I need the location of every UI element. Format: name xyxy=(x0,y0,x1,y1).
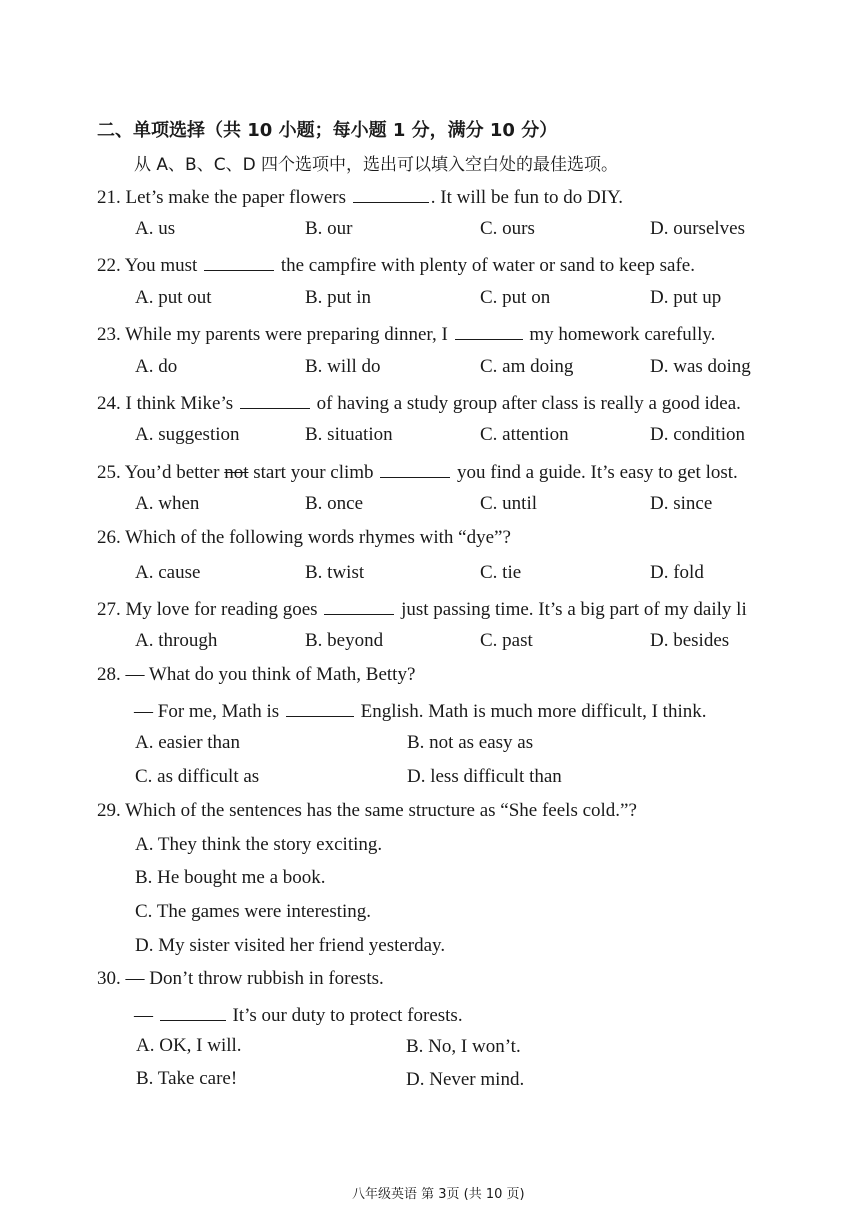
dialogue-line-1: — Don’t throw rubbish in forests. xyxy=(125,968,384,989)
section-instruction: 从 A、B、C、D 四个选项中，选出可以填入空白处的最佳选项。 xyxy=(134,155,619,175)
section-title: 二、单项选择（共 10 小题；每小题 1 分，满分 10 分） xyxy=(97,120,558,141)
option-c: C. attention xyxy=(480,424,569,445)
answer-blank xyxy=(240,390,310,409)
question-number: 28. xyxy=(97,664,121,685)
option-b: B. once xyxy=(305,493,364,514)
option-c: C. as difficult as xyxy=(135,766,260,787)
question-26 xyxy=(97,527,511,549)
option-b: B. No, I won’t. xyxy=(406,1036,521,1057)
question-25 xyxy=(97,459,738,484)
question-number: 22. xyxy=(97,255,121,276)
option-b: B. twist xyxy=(305,562,365,583)
question-stem-pre: You must xyxy=(124,255,198,276)
answer-blank xyxy=(324,596,394,615)
option-b: B. He bought me a book. xyxy=(135,867,326,888)
option-d: D. besides xyxy=(650,630,730,651)
question-stem: Which of the sentences has the same structure as “She feels cold.”? xyxy=(125,800,637,821)
option-b: B. our xyxy=(305,218,353,239)
question-number: 21. xyxy=(97,187,121,208)
dialogue-line-2 xyxy=(134,698,706,723)
option-c: C. until xyxy=(480,493,538,514)
question-number: 29. xyxy=(97,800,121,821)
option-b: B. will do xyxy=(305,356,381,377)
option-d: D. less difficult than xyxy=(407,766,562,787)
question-stem-pre: You’d better xyxy=(124,462,220,483)
option-b: B. put in xyxy=(305,287,371,308)
question-stem-pre2: start your climb xyxy=(253,462,374,483)
option-c: C. am doing xyxy=(480,356,574,377)
question-30 xyxy=(97,968,384,990)
option-b: B. not as easy as xyxy=(407,732,534,753)
question-number: 23. xyxy=(97,324,121,345)
question-28 xyxy=(97,664,415,686)
option-a: A. easier than xyxy=(135,732,240,753)
option-d: D. fold xyxy=(650,562,704,583)
question-29 xyxy=(97,800,637,822)
question-stem-pre: Let’s make the paper flowers xyxy=(125,187,347,208)
question-stem-post: you find a guide. It’s easy to get lost. xyxy=(457,462,738,483)
question-number: 24. xyxy=(97,393,121,414)
option-a: A. OK, I will. xyxy=(136,1035,242,1056)
option-a: A. suggestion xyxy=(135,424,240,445)
option-c: C. put on xyxy=(480,287,551,308)
option-c: C. ours xyxy=(480,218,535,239)
answer-blank xyxy=(160,1002,226,1021)
option-d: D. put up xyxy=(650,287,722,308)
dialogue-post: English. Math is much more difficult, I think. xyxy=(360,701,707,722)
option-a: A. put out xyxy=(135,287,212,308)
option-d: D. since xyxy=(650,493,713,514)
question-number: 25. xyxy=(97,462,121,483)
option-a: A. They think the story exciting. xyxy=(135,834,383,855)
question-number: 30. xyxy=(97,968,121,989)
question-stem-pre: While my parents were preparing dinner, I xyxy=(125,324,448,345)
dialogue-post: It’s our duty to protect forests. xyxy=(232,1005,463,1026)
option-d: D. ourselves xyxy=(650,218,745,239)
option-a: A. cause xyxy=(135,562,201,583)
answer-blank xyxy=(455,321,523,340)
question-22 xyxy=(97,252,695,277)
question-stem-pre: My love for reading goes xyxy=(125,599,318,620)
option-b: B. beyond xyxy=(305,630,384,651)
question-number: 27. xyxy=(97,599,121,620)
question-stem-post: the campfire with plenty of water or sand to keep safe. xyxy=(280,255,695,276)
option-a: A. us xyxy=(135,218,176,239)
option-a: A. do xyxy=(135,356,178,377)
answer-blank xyxy=(353,184,429,203)
question-27 xyxy=(97,596,747,621)
question-23 xyxy=(97,321,715,346)
option-d: D. Never mind. xyxy=(406,1069,525,1090)
question-number: 26. xyxy=(97,527,121,548)
answer-blank xyxy=(380,459,450,478)
question-stem: Which of the following words rhymes with “dye”? xyxy=(125,527,511,548)
option-a: A. through xyxy=(135,630,218,651)
option-d: D. condition xyxy=(650,424,745,445)
question-stem-pre: I think Mike’s xyxy=(125,393,234,414)
dialogue-pre: — xyxy=(134,1005,153,1026)
dialogue-line-2 xyxy=(134,1002,463,1027)
dialogue-line-1: — What do you think of Math, Betty? xyxy=(125,664,416,685)
page-footer: 八年级英语 第 3页 (共 10 页) xyxy=(352,1187,525,1202)
option-d: D. was doing xyxy=(650,356,751,377)
dialogue-pre: — For me, Math is xyxy=(134,701,280,722)
question-stem-post: my homework carefully. xyxy=(529,324,716,345)
option-d: D. My sister visited her friend yesterday. xyxy=(135,935,446,956)
answer-blank xyxy=(204,252,274,271)
question-stem-post: of having a study group after class is really a good idea. xyxy=(316,393,741,414)
option-c: C. past xyxy=(480,630,533,651)
question-24 xyxy=(97,390,741,415)
question-stem-post: . It will be fun to do DIY. xyxy=(430,187,624,208)
option-c: C. The games were interesting. xyxy=(135,901,372,922)
struck-word: not xyxy=(224,462,249,483)
question-21 xyxy=(97,184,623,209)
answer-blank xyxy=(286,698,354,717)
option-a: A. when xyxy=(135,493,200,514)
option-b: B. situation xyxy=(305,424,393,445)
option-c: C. tie xyxy=(480,562,522,583)
question-stem-post: just passing time. It’s a big part of my daily li xyxy=(401,599,747,620)
option-c: B. Take care! xyxy=(136,1068,238,1089)
